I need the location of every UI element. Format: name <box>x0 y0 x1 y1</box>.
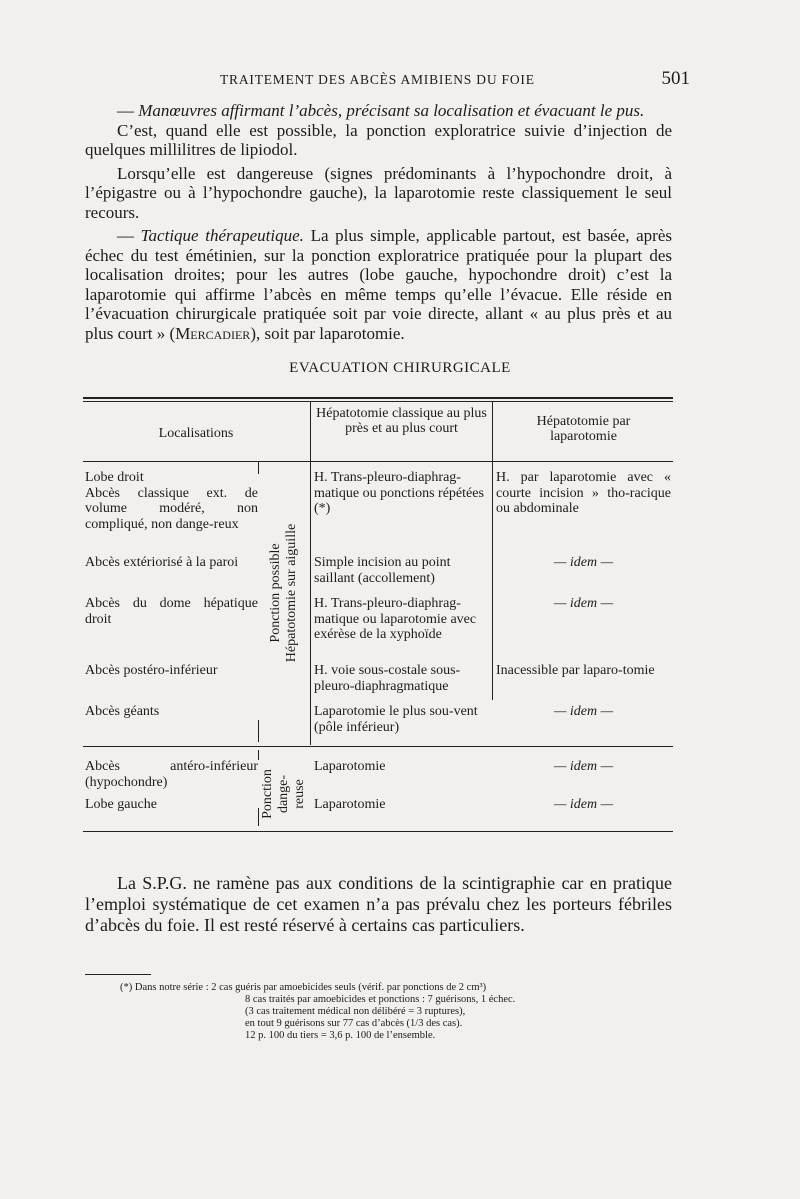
paragraph-1: C’est, quand elle est possible, la ponction exploratrice suivie d’injection de quelques millilitres de lipiodol. <box>85 120 672 159</box>
table-row-7-col4: — idem — <box>553 797 614 812</box>
table-row-2-localisation: Abcès extériorisé à la paroi <box>85 555 239 570</box>
table-row-6-col3: Laparotomie <box>314 759 386 774</box>
page-header <box>90 70 690 94</box>
footnote-rule <box>85 974 151 975</box>
running-title: TRAITEMENT DES ABCÈS AMIBIENS DU FOIE <box>220 72 535 87</box>
footnote: (*) Dans notre série : 2 cas guéris par amoebicides seuls (vérif. par ponctions de 2 cm³) 8 cas traités par amoebicides et ponctions : 7 guérisons, 1 échec. (3 cas traitement médical non délibéré = 3 ruptures), en tout 9 guérisons sur 77 cas d’abcès (1/3 des cas). 12 p. 100 du tiers = 3,6 p. 100 de l’ensemble. <box>120 982 516 1041</box>
table-row-6-localisation: Abcès antéro-inférieur (hypochondre) <box>85 759 258 790</box>
table-row-6-col4: — idem — <box>553 759 614 774</box>
group1-tick-top <box>258 462 259 474</box>
table-row-1-localisation: Lobe droit Abcès classique ext. de volume modéré, non compliqué, non dange-reux <box>85 470 258 532</box>
table-row-3-col4: — idem — <box>553 596 614 611</box>
group1-label: Ponction possible Hépatotomie sur aiguille <box>268 523 299 663</box>
table-row-3-localisation: Abcès du dome hépatique droit <box>85 596 258 627</box>
group2-label: Ponction dange- reuse <box>260 769 307 819</box>
group2-tick-top <box>258 750 259 760</box>
table-row-7-col3: Laparotomie <box>314 797 386 812</box>
table-row-2-col3: Simple incision au point saillant (accollement) <box>314 555 451 586</box>
group2-tick-bottom <box>258 808 259 826</box>
table-row-4-localisation: Abcès postéro-inférieur <box>85 663 218 678</box>
header-hepatotomie-laparotomie: Hépatotomie par laparotomie <box>536 414 631 444</box>
group1-tick-bottom <box>258 720 259 742</box>
table-row-5-col4: — idem — <box>553 704 614 719</box>
table-top-rule <box>83 397 673 399</box>
header-hepatotomie-classique: Hépatotomie classique au plus près et au plus court <box>316 406 487 436</box>
table-row-3-col3: H. Trans-pleuro-diaphrag-matique ou laparotomie avec exérèse de la xyphoïde <box>314 596 477 642</box>
table-title: EVACUATION CHIRURGICALE <box>289 360 511 376</box>
intro-text <box>85 101 672 343</box>
table-row-2-col4: — idem — <box>553 555 614 570</box>
page-number: 501 <box>661 68 690 89</box>
table-row-7-localisation: Lobe gauche <box>85 797 157 812</box>
table-vline-col3 <box>310 402 311 745</box>
table-vline-col4 <box>492 402 493 700</box>
table-row-4-col4: Inacessible par laparo-tomie <box>496 663 655 678</box>
table-row-5-col3: Laparotomie le plus sou-vent (pôle inférieur) <box>314 704 478 735</box>
section-heading: — Manœuvres affirmant l’abcès, précisant sa localisation et évacuant le pus. <box>117 101 645 120</box>
table-row-4-col3: H. voie sous-costale sous-pleuro-diaphragmatique <box>314 663 461 694</box>
table-row-1-col3: H. Trans-pleuro-diaphrag-matique ou ponctions répétées (*) <box>314 470 484 516</box>
header-localisations: Localisations <box>158 426 234 441</box>
table-row-1-col4: H. par laparotomie avec « courte incision » tho-racique ou abdominale <box>496 470 671 516</box>
conclusion-paragraph: La S.P.G. ne ramène pas aux conditions de la scintigraphie car en pratique l’emploi systématique de cet examen n’a pas prévalu chez les porteurs fébriles d’abcès du foie. Il est resté réservé à certains cas particuliers. <box>85 873 672 935</box>
table-top-rule-2 <box>83 401 673 402</box>
table-bottom-rule <box>83 831 673 832</box>
table-header-rule <box>83 461 673 462</box>
paragraph-3: — Tactique thérapeutique. La plus simple, applicable partout, est basée, après échec du test émétinien, sur la ponction exploratrice pratiquée pour la plupart des localisation droites; pour les autres (lobe gauche, hypochondre droit) c’est la laparotomie qui affirme l’abcès en même temps qu’elle l’évacue. Elle réside en l’évacuation chirurgicale pratiquée soit par voie directe, allant « au plus près et au plus court » (Mercadier), soit par laparotomie. <box>85 226 673 343</box>
paragraph-2: Lorsqu’elle est dangereuse (signes prédominants à l’hypochondre droit, à l’épigastre ou à l’hypochondre gauche), la laparotomie reste classiquement le seul recours. <box>85 163 672 222</box>
table-row-5-localisation: Abcès géants <box>85 704 160 719</box>
table-group-rule <box>83 746 673 747</box>
